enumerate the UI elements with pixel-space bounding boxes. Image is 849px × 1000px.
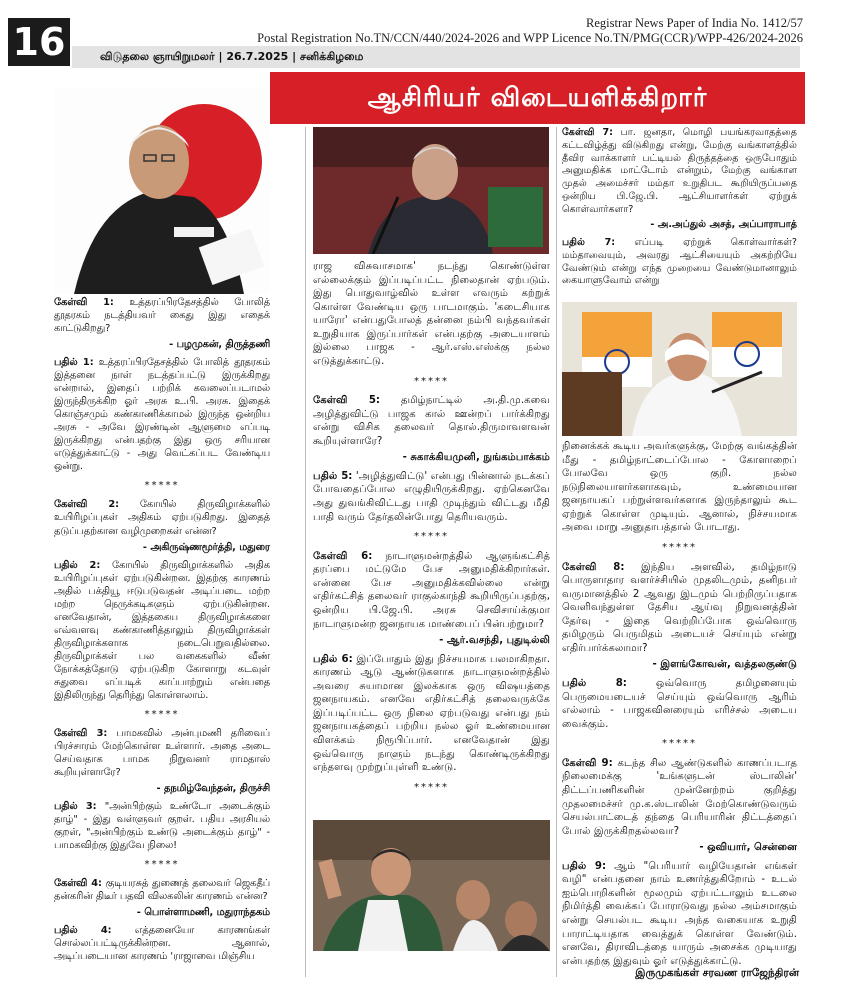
- question-text: கடந்த சில ஆண்டுகளில் காணப்படாத நிலைமைக்கு 'உங்களுடன் ஸ்டாலின்' திட்டப்பணிகளின் முன்னேற்றம் குறித்து முதலமைச்சர் மு.க.ஸ்டாலின் மேற்கொண்டுவரும் செயல்பாட்டைத் தந்தை பெரியாரின் திட்டத்தைப் போல் இருக்கிறதல்லவா?: [562, 757, 797, 837]
- question-label: கேள்வி 8:: [562, 561, 625, 573]
- registration-block: [257, 16, 803, 46]
- reader-signature: - ஒவியார், சென்னை: [699, 842, 797, 854]
- question-text: கோயில் திருவிழாக்களில் உயிரிழப்புகள் அதிகம் ஏற்படுகிறது. இதைத் தடுப்பதற்கான வழிமுறைகள் என்ன?: [54, 499, 270, 537]
- mamata-banerjee-photo: [562, 302, 797, 436]
- separator-stars: *****: [414, 375, 449, 387]
- answer-label: பதில் 4:: [54, 925, 112, 937]
- question-label: கேள்வி 3:: [54, 727, 108, 739]
- question-text: தமிழ்நாட்டில் அ.தி.மு.கவை அழித்துவிட்டு பாஜக கால் ஊன்றப் பார்க்கிறது என்று விசிக தலைவர் தொல்.திருமாவளவன் கூறியுள்ளாரே?: [313, 395, 550, 447]
- reader-signature: - ஆர்.வசந்தி, புதுடில்லி: [439, 635, 550, 647]
- column-title-banner: ஆசிரியர் விடையளிக்கிறார்: [270, 72, 805, 124]
- registration-line-2: Postal Registration No.TN/CCN/440/2024-2026 and WPP Licence No.TN/PMG(CCR)/WPP-426/2024-2026: [257, 31, 803, 45]
- question-text: பாமகவில் அன்புமணி தரிவைப் பிரச்சாரம் மேற்கொள்ள உள்ளார். அதை அடை செய்வதாக பாமக நிறுவனர் ராமதாஸ் கூறியுள்ளாரே?: [54, 727, 270, 779]
- answer-label: பதில் 3:: [54, 801, 97, 813]
- qa-block: [562, 757, 797, 968]
- qa-column-3-top: [562, 127, 797, 294]
- separator-stars: *****: [662, 738, 697, 750]
- page-number: 16: [8, 18, 70, 66]
- reader-signature: - சுகாக்கியமுனி, நுங்கம்பாக்கம்: [402, 452, 550, 464]
- answer-text: எத்தனையோ காரணங்கள் சொல்லப்பட்டிருக்கின்றன. ஆனால், அடிப்படையான காரணம் 'ராஜாவை மிஞ்சிய: [54, 925, 270, 963]
- qa-block: [54, 498, 270, 701]
- byline: இருமுகங்கள் சரவண ராஜேந்திரன்: [635, 967, 799, 979]
- qa-block: [313, 394, 550, 524]
- answer-text: இப்போதும் இது நிச்சயமாக பலமாகிறதா. காரணம் ஆடு ஆண்டுகளாக நாடாளுமன்றத்தில் அவரை சுயாமான இலக்காக ஒரு விஷயத்தை ஜனநாயகம். எனவே எதிர்கட்சித் தலைவருக்கே இப்படிப்பட்ட ஒரு நிலை ஏற்படுவது என்பது நம் ஜனநாயகத்தைப் பற்றிய நல்ல ஓர் உண்மையான விளக்கம் நிரூபிப்பார். எனவேதான் இது ஒவ்வொரு நாளும் நடந்து கொண்டிருக்கிறது எந்தளவு முற்றுப்புள்ளி உண்டு.: [313, 653, 550, 774]
- continued-text: நினைக்கக் கூடிய அவர்களுக்கு, மேற்கு வங்கத்தின் மீது - தமிழ்நாட்டைப்போல - கோளாறைப் போலவே ஒரு குறி. நல்ல நடுநிலையாளர்களாகவும், உண்மையான ஜனநாயகப் பற்றுள்ளவர்களாக இருந்தாலும் கூட ஏற்றுக் கொள்ள முடியும். ஆனால், நிச்சயமாக அவை மாறு அனுதாபத்தால் போடாது.: [562, 441, 797, 534]
- qa-block: [54, 877, 270, 963]
- qa-block: [313, 260, 550, 369]
- rahul-gandhi-photo: [313, 820, 550, 951]
- question-label: கேள்வி 4:: [54, 878, 102, 890]
- answer-text: ஒவ்வொரு தமிழனையும் பெருமையடையச் செய்யும் ஒவ்வொரு ஆரிம் எல்லாம் - பாஜகவினரையும் எரிச்சல் அடைய வைக்கும்.: [562, 678, 797, 730]
- column-rule: [556, 127, 557, 977]
- question-label: கேள்வி 1:: [54, 297, 114, 308]
- question-text: பா. ஜனதா, மொழி பயங்கரவாதத்தை கட்டவிழ்த்து விடுகிறது என்று, மேற்கு வங்காளத்தில் தீவிர வாக்காளர் பட்டியல் திருத்தத்தை ஒருபோதும் அனுமதிக்க மாட்டோம் என்றும், மேற்கு வங்காள முதல் அமைச்சர் மம்தா உறுதிபட கூறியிருப்பதை ஒன்றிய பி.ஜே.பி. ஆட்சியாளர்கள் ஏற்றுக் கொள்வார்களா?: [562, 127, 797, 215]
- answer-text: 'அழித்துவிட்டு' என்பது பின்னால் நடக்கப் போவதைப்போல எழுதியிருக்கிறது. ஏற்கெனவே அது துவங்கிவிட்டது பாதி முடிந்தும் விட்டது மீதி பாதி வரும் தேர்தலின்போது தெரியவரும்.: [313, 470, 550, 523]
- column-rule: [305, 127, 306, 977]
- answer-label: பதில் 9:: [562, 860, 607, 872]
- separator-stars: *****: [414, 531, 449, 543]
- qa-block: [562, 127, 797, 288]
- answer-label: பதில் 1:: [54, 357, 94, 369]
- qa-block: [313, 550, 550, 775]
- continued-text: ராஜ விசுவாசமாக' நடந்து கொண்டுள்ள எல்லைக்கும் இப்படிப்பட்ட நிலைதான் ஏற்படும். இது பொதுவாழ்வில் உள்ள எவரும் கற்றுக் கொள்ள வேண்டிய ஒரு பாடமாகும். 'கடைசியாக யாரோ' என்பதுபோலத் தன்னை நம்பி வந்தவர்கள் உறுதியாக இருப்பார்கள் என்பதற்கு அடையாளம் இல்லை பாஜக - ஆர்.எஸ்.எஸ்க்கு நல்ல எடுத்துக்காட்டு.: [313, 261, 550, 367]
- qa-block: [562, 561, 797, 732]
- question-label: கேள்வி 2:: [54, 499, 120, 511]
- answer-label: பதில் 5:: [313, 470, 353, 482]
- answer-text: "அன்பிற்கும் உண்டோ அடைக்கும் தாழ்" - இது வள்ளுவர் குறள். பதிய அரசியல் குறள், "அன்பிற்கும் உண்டு அடைக்கும் தாழ்" - பாமகவிற்கு இதுவே நிலை!: [54, 801, 270, 852]
- separator-stars: *****: [414, 781, 449, 793]
- answer-text: எப்படி ஏற்றுக் கொள்வார்கள்? மம்தாவையும், அவரது ஆட்சியையும் அகற்றியே வேண்டும் என்று எந்த முறையை வேண்டுமானாலும் கையாளுவோம் என்று: [562, 237, 797, 287]
- question-label: கேள்வி 6:: [313, 550, 373, 562]
- qa-column-3-bottom: [562, 440, 797, 974]
- qa-block: [54, 727, 270, 852]
- separator-stars: *****: [144, 480, 180, 492]
- qa-column-2: [313, 260, 550, 800]
- separator-stars: *****: [144, 859, 180, 871]
- answer-text: கோயில் திருவிழாக்களில் அதிக உயிரிழப்புகள் ஏற்படுகின்றன. இதற்கு காரணம் அதில் பக்தியூ ஈடுபடுவதன் அடிப்படை மற்ற மற்ற நெருக்கடிகளும் ஏற்படுகின்றன. எனவேதான், இத்தகைய திருவிழாக்களை எவ்வளவு கண்காணித்தாலும் திருவிழாக்கள் திருவிழாக்களாக நடைபெறுவதில்லை. திருவிழாக்கள் பல வகைகளில் வீண் நோக்கத்தோடு ஏற்படுகிற கோளாறு கடவுள் சுதுவை எப்படிக் காப்பாற்றும் என்பதை இதிலிருந்து தெரிந்து கொள்ளலாம்.: [54, 559, 270, 701]
- question-text: இந்திய அளவில், தமிழ்நாடு பொருளாதார வளர்ச்சியில் முதலிடமும், தனிநபர் வருமானத்தில் 2 ஆவது இடமும் பெற்றிருப்பதாக வெளிவந்துள்ள தேசிய ஆய்வு நிறுவனத்தின் தேர்வு - இதை வெற்றிப்போக ஒவ்வொரு தமிழரும் பெருமிதம் அடையச் செய்யும் என்று எதிர்பார்க்கலாமா?: [562, 561, 797, 654]
- question-label: கேள்வி 7:: [562, 127, 613, 138]
- question-text: உத்தரப்பிரதேசத்தில் போலித் தூதரகம் நடத்தியவர் கைது இது எதைக் காட்டுகிறது?: [54, 297, 270, 335]
- reader-signature: - பொள்ளாமணி, மதுராந்தகம்: [136, 907, 270, 919]
- answer-label: பதில் 7:: [562, 237, 616, 249]
- dateline: விடுதலை ஞாயிறுமலர் | 26.7.2025 | சனிக்கிழமை: [72, 46, 800, 68]
- question-label: கேள்வி 5:: [313, 395, 380, 407]
- qa-block: [562, 440, 797, 535]
- reader-signature: - இளங்கோவன், வத்தலகுண்டு: [652, 659, 797, 671]
- question-label: கேள்வி 9:: [562, 757, 613, 769]
- answer-text: உத்தரப்பிரதேசத்தில் போலித் தூதரகம் இத்தனை நாள் நடத்தப்பட்டு இருக்கிறது என்றால், இதைப் பற்றிக் கவலைப்படாமல் இருந்திருக்கிற ஓர் அரசு உ.பி. அரசு. இதைக் கொஞ்சமும் கண்காணிக்காமல் இருந்த ஒன்றிய அரசு - அவே இரண்டின் ஆளுமை எப்படி இருக்கிறது என்பதற்கு இது ஒரு சரியான எடுத்துக்காட்டு - அது வெட்கப்பட வேண்டிய ஒன்று.: [54, 357, 270, 473]
- answer-text: ஆம் "பெரியார் வழியேதான் எங்கள் வழி" என்பதனை நாம் உணர்த்துகிறோம் - உடல் ஐம்பொறிகளின் மூலமும் ஏற்பட்டாலும் உடலை நிமிர்த்தி வைக்கப் போராடுவது நல்ல அம்சமாகும் என்று செயல்பட கூடிய அந்த வகையாக உறுதி பாராட்டியதாக வைத்துக் கொள்ள வேண்டும். எனவே, திராவிடத்தை யாரும் அசைக்க முடியாது என்பதற்கு இதுவும் ஓர் எடுத்துக்காட்டு.: [562, 860, 798, 967]
- separator-stars: *****: [662, 541, 697, 553]
- question-text: நாடாளுமன்றத்தில் ஆளுங்கட்சித் தரப்பை மட்டுமே பேச அனுமதிக்கிறார்கள். என்னை பேச அனுமதிக்கவில்லை என்று எதிர்கட்சித் தலைவர் ராகுல்காந்தி கூறியிருப்பதற்கு, ஒன்றிய பி.ஜே.பி. அரசு செவிசாய்க்குமா நாடாளுமன்ற ஜனநாயக மாண்பைப் பின்பற்றுமா?: [313, 550, 550, 630]
- question-text: குடியரசுத் துணைத் தலைவர் ஜெகதீப் தன்கரின் திடீர் பதவி விலகலின் காரணம் என்ன?: [54, 878, 270, 903]
- reader-signature: - அகிருஷ்ணமூர்த்தி, மதுரை: [142, 541, 270, 553]
- answer-label: பதில் 8:: [562, 678, 627, 689]
- separator-stars: *****: [144, 708, 180, 720]
- registration-line-1: Registrar News Paper of India No. 1412/57: [586, 16, 803, 30]
- answer-label: பதில் 2:: [54, 559, 101, 571]
- reader-signature: - பழமுகன், திருத்தணி: [169, 339, 270, 351]
- answer-label: பதில் 6:: [313, 653, 353, 665]
- qa-column-1: [54, 296, 270, 969]
- reader-signature: - தநமிழ்வேந்தன், திருச்சி: [156, 783, 270, 795]
- columnist-portrait-photo: [54, 87, 269, 294]
- qa-block: [54, 296, 270, 473]
- vice-president-photo: [313, 127, 549, 254]
- reader-signature: - அ.அப்துல் அசத், அப்பாராபாத்: [650, 219, 797, 231]
